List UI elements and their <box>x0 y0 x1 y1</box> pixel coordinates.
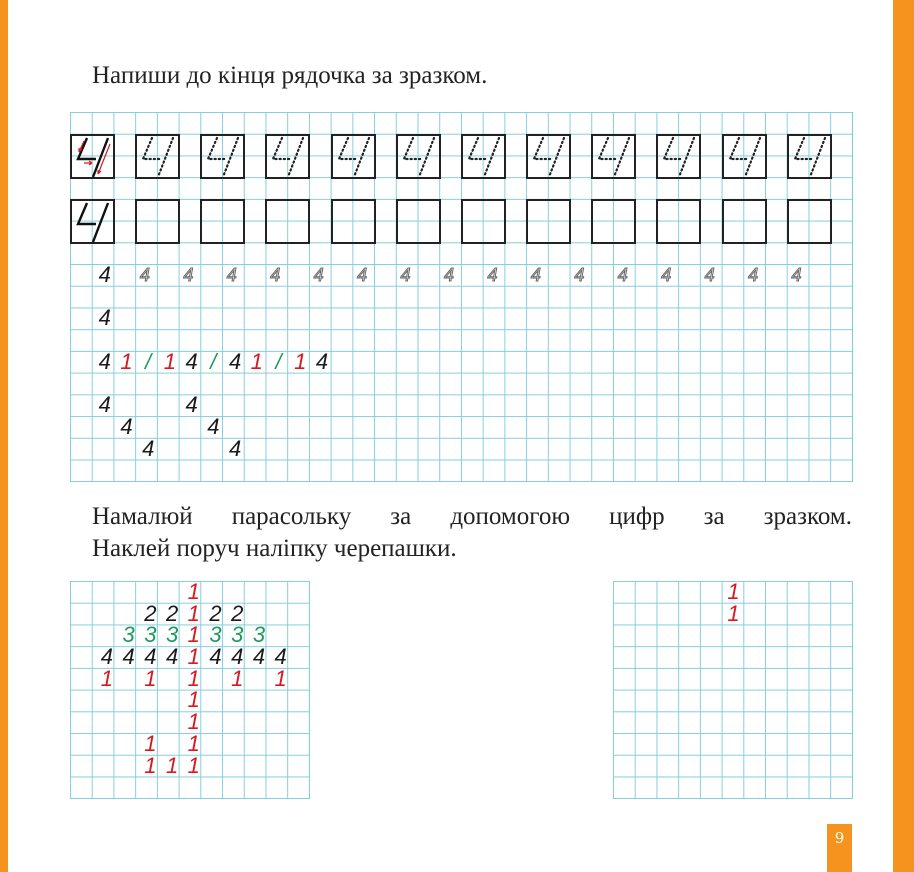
umbrella-digit-4: 4 <box>231 644 244 670</box>
empty-writing-box[interactable] <box>787 199 832 244</box>
umbrella-digit-1: 1 <box>274 665 287 691</box>
umbrella-practice-grid[interactable] <box>613 578 853 799</box>
umbrella-digit-4: 4 <box>122 644 135 670</box>
umbrella-digit-2: 2 <box>231 600 244 626</box>
umbrella-digit-2: 2 <box>165 600 179 626</box>
umbrella-digit-4: 4 <box>274 644 287 670</box>
umbrella-digit-4: 4 <box>209 644 222 670</box>
dotted-digit-4-icon <box>202 136 243 177</box>
digit-4-icon <box>72 201 113 242</box>
umbrella-digit-3: 3 <box>122 622 135 648</box>
dotted-digit: 4 <box>661 264 672 285</box>
umbrella-digit-1: 1 <box>100 665 114 691</box>
instruction-task2-line1: Намалюй парасольку за допомогою цифр за зразком. <box>92 503 852 530</box>
empty-writing-box[interactable] <box>265 199 310 244</box>
dotted-digit: 4 <box>270 264 281 285</box>
empty-writing-box[interactable] <box>396 199 441 244</box>
staircase-digit: 4 <box>185 392 198 418</box>
dotted-digit: 4 <box>313 264 324 285</box>
sequence-digit: 4 <box>315 348 329 374</box>
tracing-box[interactable] <box>461 134 506 179</box>
instruction-task1: Напиши до кінця рядочка за зразком. <box>92 62 488 89</box>
tracing-box[interactable] <box>656 134 701 179</box>
dotted-digit: 4 <box>530 264 541 285</box>
dotted-digit: 4 <box>357 264 368 285</box>
umbrella-digit-1: 1 <box>144 730 157 756</box>
umbrella-sample-grid <box>70 578 310 799</box>
sample-box <box>70 134 115 179</box>
sample-digit: 4 <box>98 261 111 287</box>
dotted-digit: 4 <box>487 264 498 285</box>
empty-writing-box[interactable] <box>656 199 701 244</box>
tracing-box[interactable] <box>135 134 180 179</box>
page-edge-left <box>0 0 8 872</box>
umbrella-digit-1: 1 <box>187 709 200 735</box>
staircase-digit: 4 <box>142 435 155 461</box>
staircase-digit: 4 <box>98 392 111 418</box>
sequence-digit: 1 <box>294 348 307 374</box>
empty-writing-box[interactable] <box>331 199 376 244</box>
tracing-box[interactable] <box>265 134 310 179</box>
dotted-digit: 4 <box>443 264 454 285</box>
umbrella-digit-1: 1 <box>187 578 200 604</box>
tracing-box[interactable] <box>526 134 571 179</box>
tracing-box[interactable] <box>787 134 832 179</box>
umbrella-digit-1: 1 <box>187 665 200 691</box>
dotted-digit-4-icon <box>137 136 178 177</box>
umbrella-digit-3: 3 <box>165 622 179 648</box>
sequence-digit: 4 <box>98 348 111 374</box>
writing-grid <box>70 112 853 482</box>
dotted-digit-4-icon <box>398 136 439 177</box>
tracing-box[interactable] <box>200 134 245 179</box>
dotted-digit: 4 <box>226 264 237 285</box>
umbrella-digit-1: 1 <box>165 752 179 778</box>
dotted-digit: 4 <box>139 264 150 285</box>
page-edge-right <box>893 0 914 872</box>
empty-writing-box[interactable] <box>461 199 506 244</box>
sequence-digit: 1 <box>163 348 177 374</box>
sample-box <box>70 199 115 244</box>
umbrella-digit-4: 4 <box>144 644 157 670</box>
umbrella-digit-1: 1 <box>187 752 200 778</box>
tracing-box[interactable] <box>396 134 441 179</box>
connector-stroke: / <box>275 348 282 374</box>
empty-writing-box[interactable] <box>135 199 180 244</box>
umbrella-digit-1: 1 <box>187 687 200 713</box>
dotted-digit: 4 <box>183 264 194 285</box>
staircase-digit: 4 <box>228 435 242 461</box>
dotted-digit-4-icon <box>528 136 569 177</box>
umbrella-digit-2: 2 <box>209 600 222 626</box>
umbrella-digit-3: 3 <box>144 622 157 648</box>
dotted-digit: 4 <box>400 264 411 285</box>
staircase-digit: 4 <box>120 413 133 439</box>
umbrella-digit-3: 3 <box>252 622 266 648</box>
empty-writing-box[interactable] <box>591 199 636 244</box>
dotted-digit: 4 <box>704 264 715 285</box>
dotted-digit-4-icon <box>463 136 504 177</box>
umbrella-digit-1: 1 <box>231 665 244 691</box>
umbrella-digit-1: 1 <box>187 730 200 756</box>
dotted-digit-4-icon <box>267 136 308 177</box>
practice-digit-1: 1 <box>727 578 740 604</box>
dotted-digit-4-icon <box>333 136 374 177</box>
dotted-digit-4-icon <box>724 136 765 177</box>
connector-stroke: / <box>145 348 152 374</box>
dotted-digit-4-icon <box>658 136 699 177</box>
instruction-task2-line2: Наклей поруч наліпку черепашки. <box>92 535 457 562</box>
umbrella-digit-1: 1 <box>144 752 157 778</box>
connector-stroke: / <box>210 348 217 374</box>
tracing-box[interactable] <box>591 134 636 179</box>
page-number: 9 <box>827 824 852 872</box>
dotted-digit-4-icon <box>593 136 634 177</box>
umbrella-digit-1: 1 <box>187 644 200 670</box>
sequence-digit: 1 <box>250 348 263 374</box>
empty-writing-box[interactable] <box>722 199 767 244</box>
umbrella-digit-1: 1 <box>187 622 200 648</box>
sequence-digit: 4 <box>228 348 242 374</box>
umbrella-digit-4: 4 <box>165 644 179 670</box>
tracing-box[interactable] <box>331 134 376 179</box>
empty-writing-box[interactable] <box>200 199 245 244</box>
umbrella-digit-3: 3 <box>231 622 244 648</box>
tracing-box[interactable] <box>722 134 767 179</box>
sequence-digit: 4 <box>185 348 198 374</box>
dotted-digit: 4 <box>748 264 759 285</box>
practice-digit-1: 1 <box>727 600 740 626</box>
umbrella-digit-4: 4 <box>100 644 114 670</box>
dotted-digit-4-icon <box>789 136 830 177</box>
empty-writing-box[interactable] <box>526 199 571 244</box>
staircase-digit: 4 <box>207 413 220 439</box>
digit-4-with-arrows-icon <box>72 136 113 177</box>
dotted-digit: 4 <box>617 264 628 285</box>
dotted-digit: 4 <box>791 264 802 285</box>
umbrella-digit-4: 4 <box>252 644 266 670</box>
umbrella-digit-2: 2 <box>144 600 157 626</box>
dotted-digit: 4 <box>574 264 585 285</box>
umbrella-digit-1: 1 <box>144 665 157 691</box>
sample-digit: 4 <box>98 305 111 331</box>
umbrella-digit-1: 1 <box>187 600 200 626</box>
umbrella-digit-3: 3 <box>209 622 222 648</box>
sequence-digit: 1 <box>120 348 133 374</box>
